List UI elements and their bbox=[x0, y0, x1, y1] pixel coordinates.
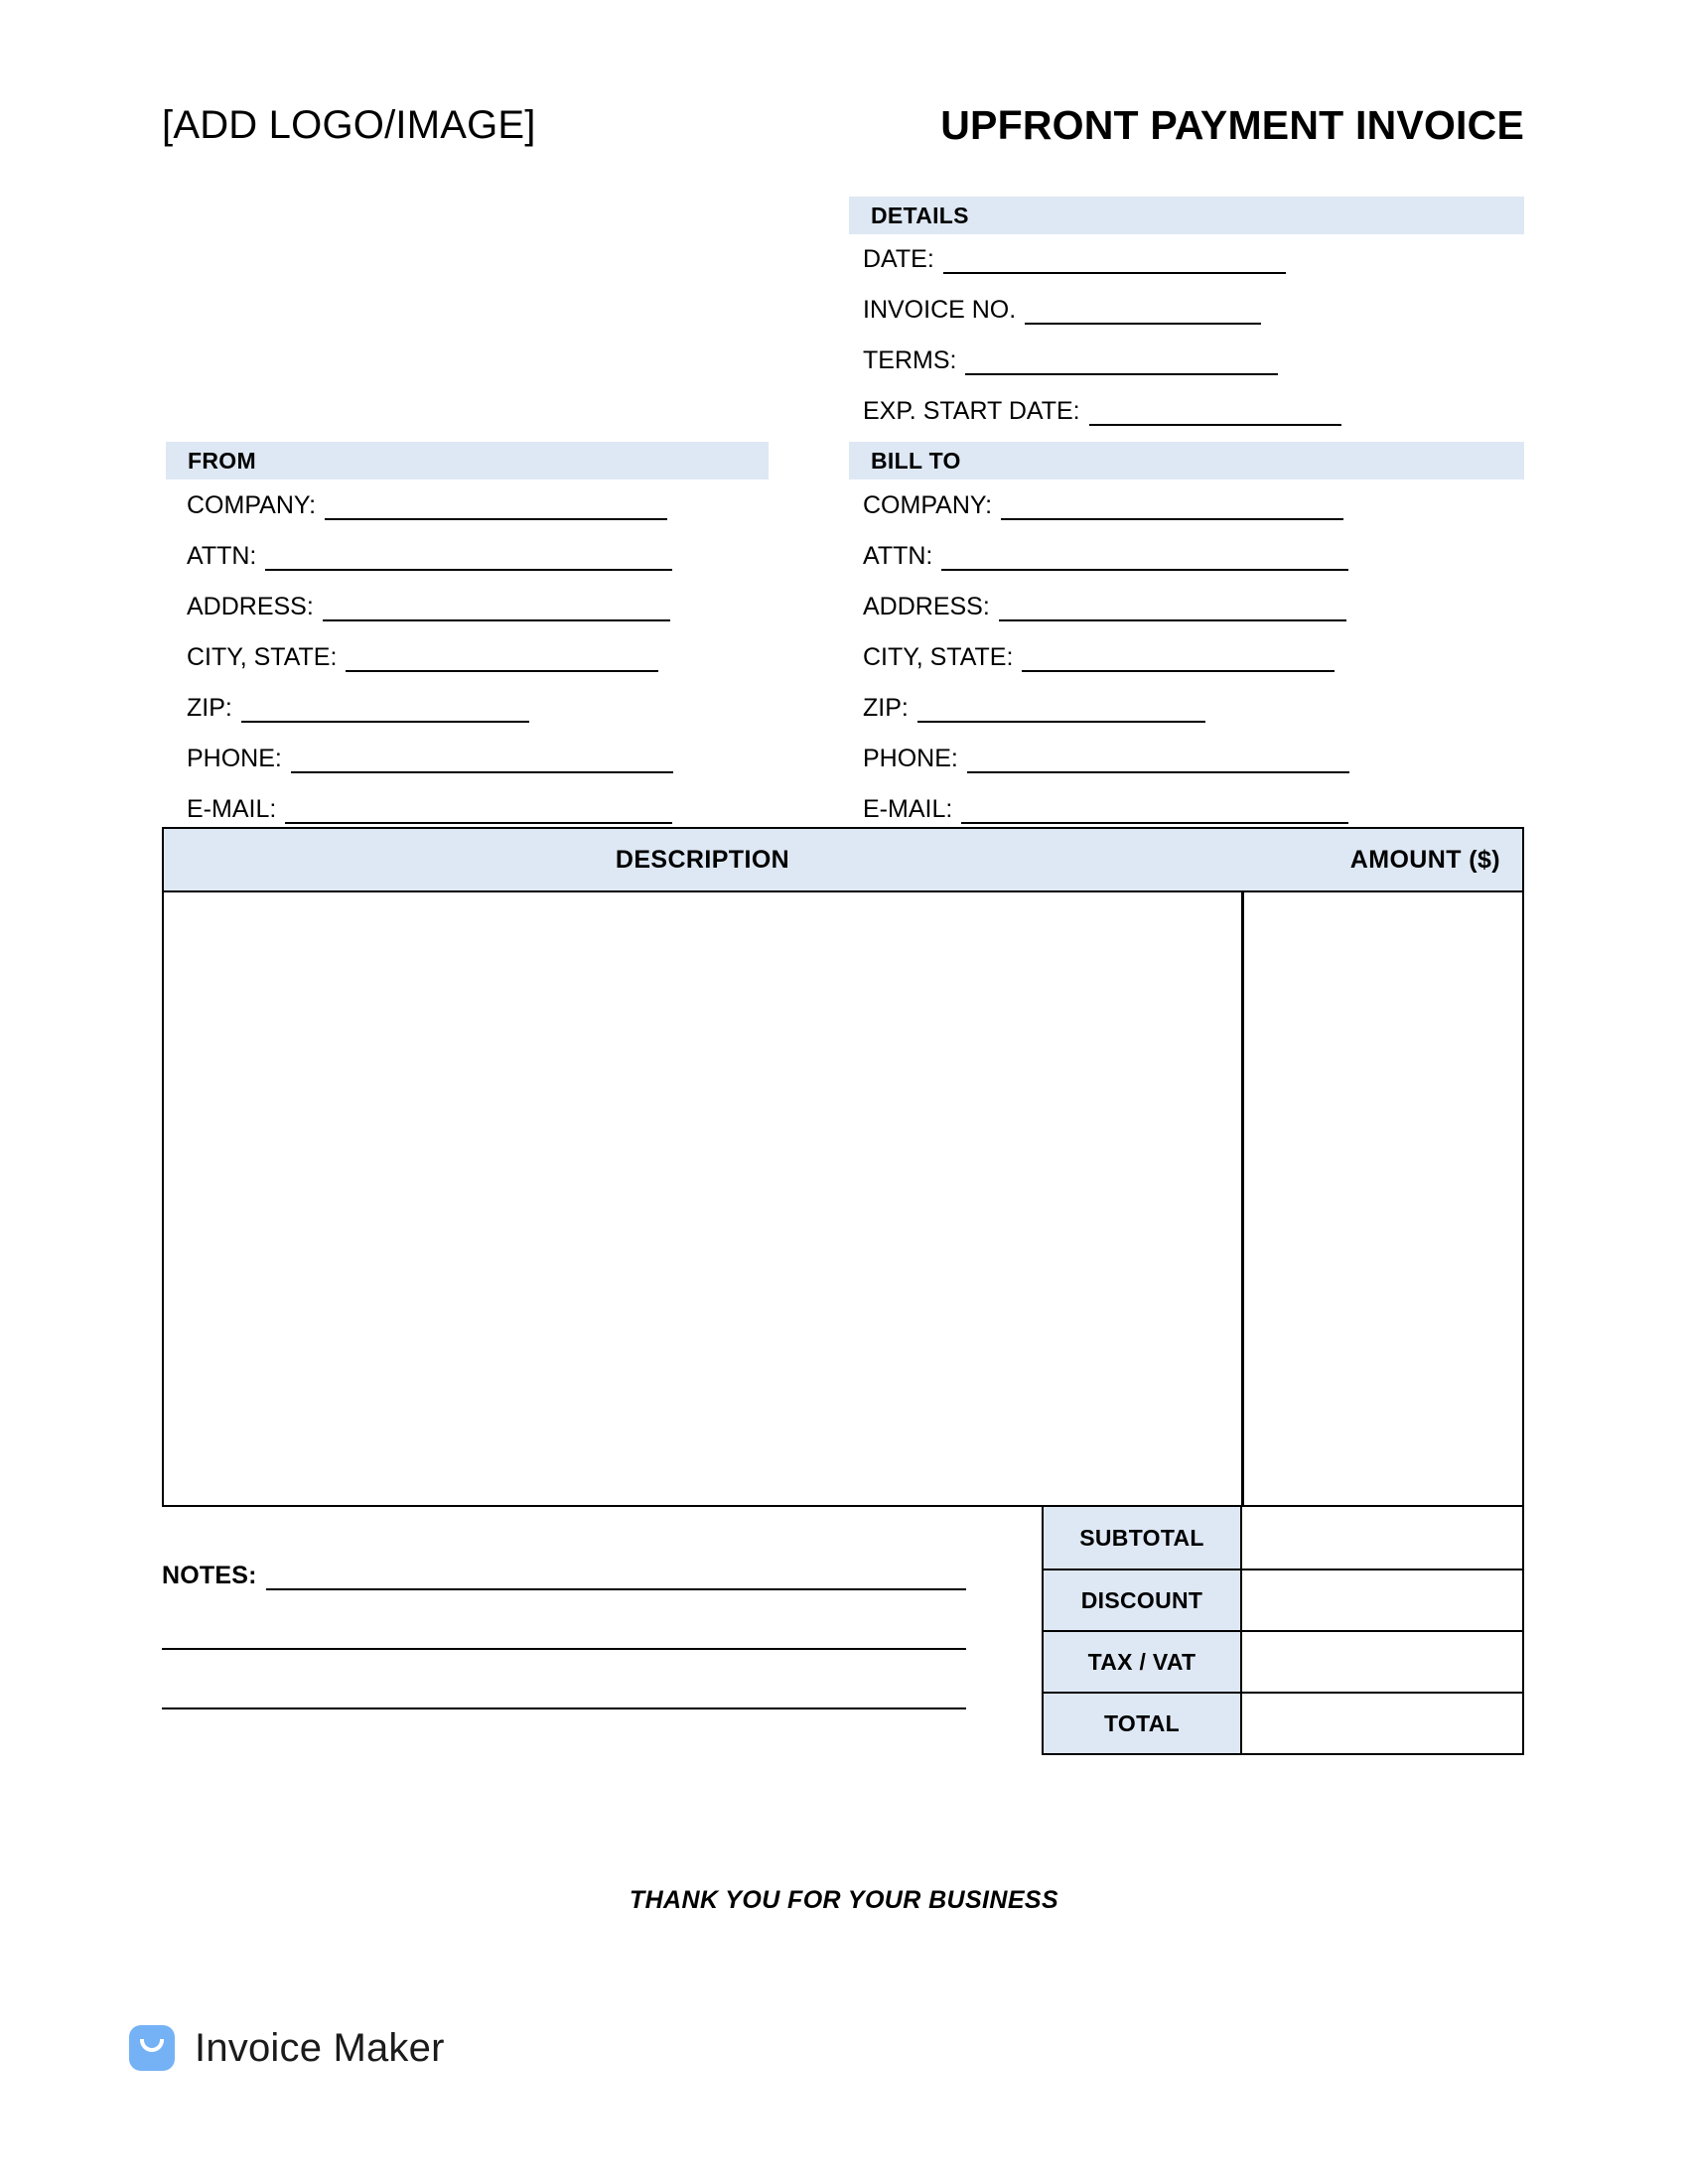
field-input-line[interactable] bbox=[961, 800, 1348, 824]
field-input-line[interactable] bbox=[943, 250, 1286, 274]
field-label: CITY, STATE: bbox=[863, 643, 1014, 671]
from-section-header: FROM bbox=[166, 442, 769, 479]
field-label: ADDRESS: bbox=[187, 593, 314, 620]
field-input-line[interactable] bbox=[917, 699, 1205, 723]
field-label: ADDRESS: bbox=[863, 593, 990, 620]
column-header-description: DESCRIPTION bbox=[615, 845, 790, 874]
totals-row bbox=[1044, 1507, 1522, 1569]
totals-row bbox=[1044, 1692, 1522, 1753]
totals-label: TOTAL bbox=[1044, 1692, 1240, 1753]
field-label: COMPANY: bbox=[187, 491, 317, 519]
field-label: PHONE: bbox=[187, 745, 282, 772]
form-field-row bbox=[863, 244, 1341, 274]
field-input-line[interactable] bbox=[941, 547, 1348, 571]
brand-name-label: Invoice Maker bbox=[195, 2026, 445, 2070]
totals-row bbox=[1044, 1630, 1522, 1692]
from-field-list bbox=[187, 490, 673, 845]
form-field-row bbox=[187, 794, 673, 824]
totals-value-field[interactable] bbox=[1240, 1507, 1522, 1569]
totals-row bbox=[1044, 1569, 1522, 1630]
field-label: DATE: bbox=[863, 245, 934, 273]
field-input-line[interactable] bbox=[965, 351, 1278, 375]
field-input-line[interactable] bbox=[967, 750, 1349, 773]
form-field-row bbox=[863, 693, 1349, 723]
brand-footer bbox=[129, 2025, 445, 2071]
field-label: INVOICE NO. bbox=[863, 296, 1017, 324]
form-field-row bbox=[863, 744, 1349, 773]
column-header-amount: AMOUNT ($) bbox=[1349, 845, 1500, 874]
field-label: PHONE: bbox=[863, 745, 958, 772]
notes-input-line-3[interactable] bbox=[162, 1650, 966, 1709]
bill-to-field-list bbox=[863, 490, 1349, 845]
form-field-row bbox=[863, 642, 1349, 672]
form-field-row bbox=[863, 345, 1341, 375]
field-input-line[interactable] bbox=[285, 800, 672, 824]
form-field-row bbox=[187, 642, 673, 672]
details-section-header: DETAILS bbox=[849, 197, 1524, 234]
totals-label: DISCOUNT bbox=[1044, 1569, 1240, 1630]
bill-to-section-header: BILL TO bbox=[849, 442, 1524, 479]
thank-you-message: THANK YOU FOR YOUR BUSINESS bbox=[629, 1886, 1059, 1914]
form-field-row bbox=[863, 490, 1349, 520]
field-input-line[interactable] bbox=[999, 598, 1346, 621]
field-label: CITY, STATE: bbox=[187, 643, 338, 671]
field-input-line[interactable] bbox=[1022, 648, 1335, 672]
form-field-row bbox=[187, 490, 673, 520]
field-input-line[interactable] bbox=[265, 547, 672, 571]
field-label: ZIP: bbox=[187, 694, 232, 722]
field-input-line[interactable] bbox=[291, 750, 673, 773]
column-divider bbox=[1241, 892, 1244, 1505]
field-label: EXP. START DATE: bbox=[863, 397, 1080, 425]
page-title: UPFRONT PAYMENT INVOICE bbox=[940, 102, 1524, 148]
field-input-line[interactable] bbox=[346, 648, 658, 672]
details-field-list bbox=[863, 244, 1341, 447]
totals-label: TAX / VAT bbox=[1044, 1630, 1240, 1692]
form-field-row bbox=[863, 794, 1349, 824]
field-label: ATTN: bbox=[863, 542, 933, 570]
notes-input-line-1[interactable] bbox=[266, 1565, 966, 1590]
form-field-row bbox=[863, 295, 1341, 325]
items-table-body[interactable] bbox=[162, 892, 1524, 1507]
form-field-row bbox=[187, 744, 673, 773]
field-label: COMPANY: bbox=[863, 491, 993, 519]
totals-value-field[interactable] bbox=[1240, 1569, 1522, 1630]
field-input-line[interactable] bbox=[1025, 301, 1261, 325]
form-field-row bbox=[187, 592, 673, 621]
form-field-row bbox=[863, 592, 1349, 621]
field-label: E-MAIL: bbox=[187, 795, 277, 823]
field-input-line[interactable] bbox=[325, 496, 667, 520]
logo-placeholder[interactable]: [ADD LOGO/IMAGE] bbox=[162, 103, 536, 147]
totals-value-field[interactable] bbox=[1240, 1630, 1522, 1692]
notes-first-line bbox=[162, 1561, 966, 1590]
page-header bbox=[162, 99, 1524, 159]
totals-block bbox=[1042, 1507, 1524, 1755]
field-label: TERMS: bbox=[863, 346, 957, 374]
field-input-line[interactable] bbox=[1089, 402, 1341, 426]
field-label: E-MAIL: bbox=[863, 795, 953, 823]
field-input-line[interactable] bbox=[323, 598, 670, 621]
totals-value-field[interactable] bbox=[1240, 1692, 1522, 1753]
notes-label: NOTES: bbox=[162, 1562, 257, 1589]
notes-section bbox=[162, 1561, 966, 1709]
totals-label: SUBTOTAL bbox=[1044, 1507, 1240, 1569]
field-input-line[interactable] bbox=[241, 699, 529, 723]
form-field-row bbox=[187, 541, 673, 571]
smile-icon bbox=[129, 2025, 175, 2071]
form-field-row bbox=[863, 396, 1341, 426]
field-label: ATTN: bbox=[187, 542, 257, 570]
items-table-header bbox=[162, 827, 1524, 892]
smile-arc bbox=[140, 2039, 164, 2052]
notes-input-line-2[interactable] bbox=[162, 1590, 966, 1650]
field-label: ZIP: bbox=[863, 694, 909, 722]
form-field-row bbox=[863, 541, 1349, 571]
form-field-row bbox=[187, 693, 673, 723]
field-input-line[interactable] bbox=[1001, 496, 1343, 520]
